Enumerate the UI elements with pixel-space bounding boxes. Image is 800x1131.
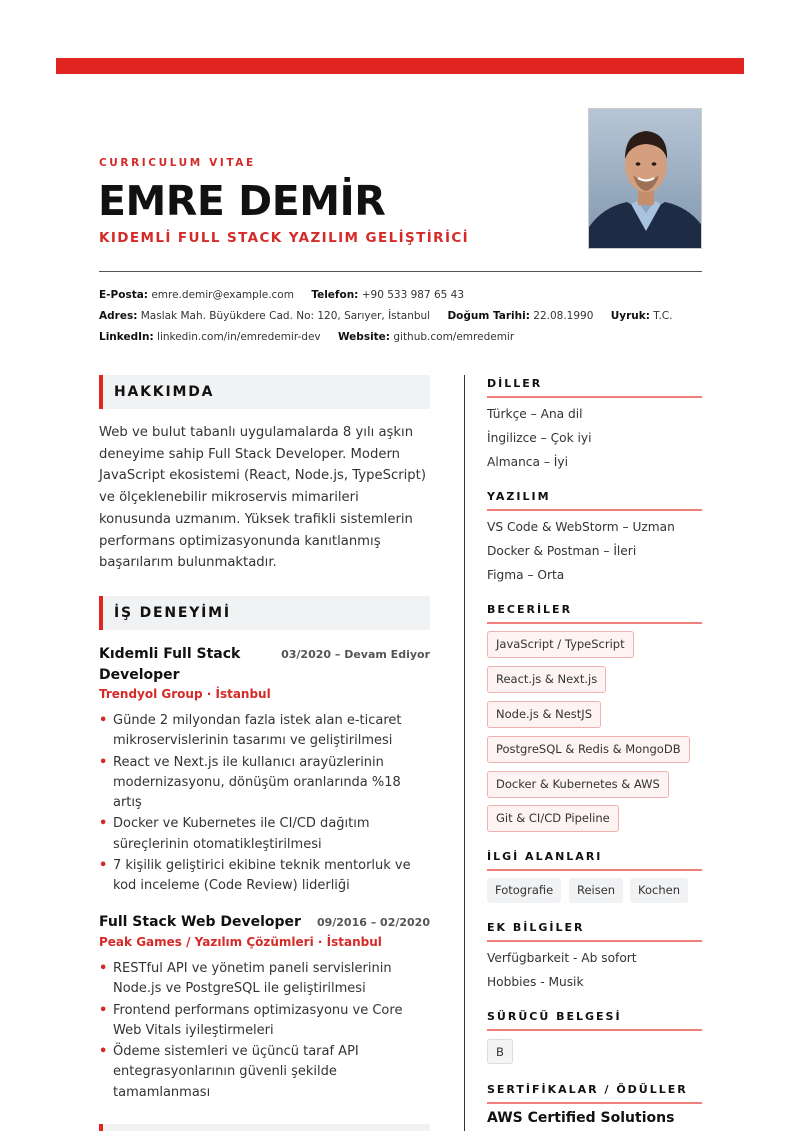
- address-value: Maslak Mah. Büyükdere Cad. No: 120, Sarıyer, İstanbul: [140, 310, 431, 322]
- extra-item-1: Verfügbarkeit - Ab sofort: [487, 951, 637, 965]
- column-divider: [464, 375, 465, 1131]
- skill-tag: React.js & Next.js: [487, 666, 606, 693]
- linkedin-label: LinkedIn:: [99, 331, 154, 343]
- side-title-license: SÜRÜCÜ BELGESİ: [487, 1010, 622, 1023]
- candidate-role: KIDEMLİ FULL STACK YAZILIM GELİŞTİRİCİ: [99, 230, 470, 246]
- candidate-name: EMRE DEMİR: [98, 177, 386, 225]
- side-title-languages: DİLLER: [487, 377, 543, 390]
- software-item-2: Docker & Postman – İleri: [487, 544, 637, 558]
- section-header-experience: [99, 596, 430, 630]
- job-bullets-2: [99, 959, 425, 1104]
- job-date-2: 09/2016 – 02/2020: [316, 916, 430, 929]
- interest-chip: Kochen: [630, 878, 688, 903]
- skill-tag: Git & CI/CD Pipeline: [487, 805, 619, 832]
- software-item-3: Figma – Orta: [487, 568, 565, 582]
- email-label: E-Posta:: [99, 289, 148, 301]
- skill-tag: Node.js & NestJS: [487, 701, 601, 728]
- job-bullets-1: [99, 711, 425, 898]
- profile-photo: [588, 108, 702, 249]
- interest-chip: Fotografie: [487, 878, 561, 903]
- side-rule-languages: [487, 396, 702, 398]
- section-header-about: [99, 375, 430, 409]
- cv-kicker: CURRICULUM VITAE: [99, 157, 256, 169]
- list-item: • Docker ve Kubernetes ile CI/CD dağıtım süreçlerinin otomatikleştirilmesi: [99, 814, 425, 855]
- section-title-about: HAKKIMDA: [114, 384, 215, 400]
- accent-top-bar: [56, 58, 744, 74]
- contact-line-1: [99, 289, 464, 301]
- side-title-certificates: SERTİFİKALAR / ÖDÜLLER: [487, 1083, 688, 1096]
- side-rule-certificates: [487, 1102, 702, 1104]
- side-title-software: YAZILIM: [487, 490, 551, 503]
- website-value[interactable]: github.com/emredemir: [393, 331, 515, 343]
- list-item: • RESTful API ve yönetim paneli servislerinin Node.js ve PostgreSQL ile geliştirilmesi: [99, 959, 425, 1000]
- header-divider: [99, 271, 702, 272]
- skill-tag: JavaScript / TypeScript: [487, 631, 634, 658]
- phone-value[interactable]: +90 533 987 65 43: [361, 289, 465, 301]
- language-item-1: Türkçe – Ana dil: [487, 407, 583, 421]
- side-rule-license: [487, 1029, 702, 1031]
- language-item-3: Almanca – İyi: [487, 455, 568, 469]
- linkedin-value[interactable]: linkedin.com/in/emredemir-dev: [157, 331, 321, 343]
- contact-line-3: [99, 331, 514, 343]
- nationality-label: Uyruk:: [610, 310, 650, 322]
- list-item: • Günde 2 milyondan fazla istek alan e-ticaret mikroservislerinin tasarımı ve geliştirilmesi: [99, 711, 425, 752]
- side-rule-skills: [487, 622, 702, 624]
- certificate-title: AWS Certified Solutions: [487, 1110, 675, 1126]
- contact-line-2: [99, 310, 672, 322]
- list-item: • 7 kişilik geliştirici ekibine teknik mentorluk ve kod inceleme (Code Review) liderliği: [99, 856, 425, 897]
- birth-label: Doğum Tarihi:: [447, 310, 530, 322]
- job-date-1: 03/2020 – Devam Ediyor: [281, 648, 430, 661]
- section-title-experience: İŞ DENEYİMİ: [114, 605, 231, 621]
- nationality-value: T.C.: [653, 310, 673, 322]
- side-rule-software: [487, 509, 702, 511]
- about-text: Web ve bulut tabanlı uygulamalarda 8 yılı aşkın deneyime sahip Full Stack Developer. Modern JavaScript ekosistemi (React, Node.js, TypeScript) ve ölçeklenebilir mikroservis mimarileri konusunda uzmanım. Yüksek trafikli sistemlerin performans optimizasyonunda kanıtlanmış başarılarım bulunmaktadır.: [99, 425, 426, 571]
- email-value[interactable]: emre.demir@example.com: [151, 289, 294, 301]
- job-company-1: Trendyol Group · İstanbul: [99, 687, 271, 701]
- list-item: • React ve Next.js ile kullanıcı arayüzlerinin modernizasyonu, dönüşüm oranlarında %18 artış: [99, 753, 425, 814]
- job-title-1: Kıdemli Full Stack Developer: [99, 646, 241, 683]
- phone-label: Telefon:: [311, 289, 359, 301]
- side-title-skills: BECERİLER: [487, 603, 573, 616]
- software-item-1: VS Code & WebStorm – Uzman: [487, 520, 675, 534]
- job-title-2: Full Stack Web Developer: [99, 914, 301, 930]
- skill-tag: Docker & Kubernetes & AWS: [487, 771, 669, 798]
- side-rule-interests: [487, 869, 702, 871]
- side-rule-extra: [487, 940, 702, 942]
- interest-chip: Reisen: [569, 878, 623, 903]
- extra-item-2: Hobbies - Musik: [487, 975, 584, 989]
- language-item-2: İngilizce – Çok iyi: [487, 431, 592, 445]
- address-label: Adres:: [99, 310, 138, 322]
- license-chip: B: [487, 1039, 513, 1064]
- list-item: • Frontend performans optimizasyonu ve Core Web Vitals iyileştirmeleri: [99, 1001, 425, 1042]
- list-item: • Ödeme sistemleri ve üçüncü taraf API entegrasyonlarının güvenli şekilde tamamlanması: [99, 1042, 425, 1103]
- birth-value: 22.08.1990: [533, 310, 594, 322]
- side-title-extra: EK BİLGİLER: [487, 921, 585, 934]
- skill-tag: PostgreSQL & Redis & MongoDB: [487, 736, 690, 763]
- side-title-interests: İLGİ ALANLARI: [487, 850, 603, 863]
- section-header-next: [99, 1124, 430, 1131]
- job-company-2: Peak Games / Yazılım Çözümleri · İstanbul: [99, 935, 382, 949]
- website-label: Website:: [337, 331, 391, 343]
